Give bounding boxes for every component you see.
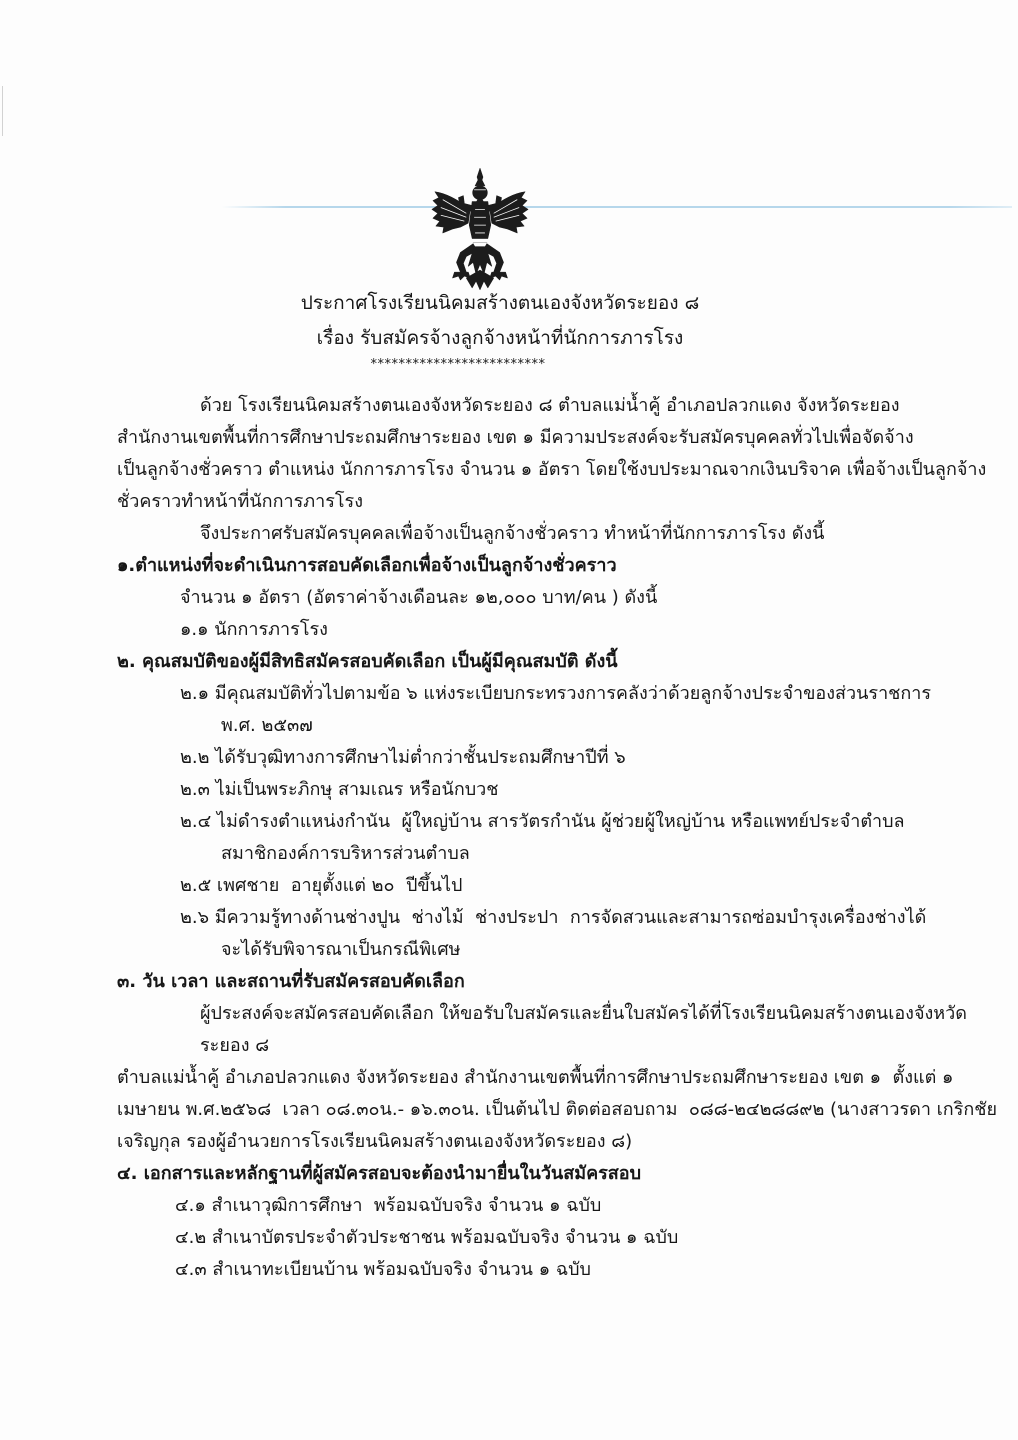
asterisk-separator: ************************* — [370, 357, 546, 372]
qualification-item: ๒.๒ ได้รับวุฒิทางการศึกษาไม่ต่ำกว่าชั้นประถมศึกษาปีที่ ๖ — [180, 747, 626, 768]
section-1-heading: ๑.ตำแหน่งที่จะดำเนินการสอบคัดเลือกเพื่อจ้างเป็นลูกจ้างชั่วคราว — [117, 555, 617, 576]
qualification-item: ๒.๖ มีความรู้ทางด้านช่างปูน ช่างไม้ ช่างประปา การจัดสวนและสามารถซ่อมบำรุงเครื่องช่างได้ — [180, 907, 927, 928]
qualification-item-continued: จะได้รับพิจารณาเป็นกรณีพิเศษ — [221, 939, 461, 960]
qualification-item: ๒.๕ เพศชาย อายุตั้งแต่ ๒๐ ปีขึ้นไป — [180, 875, 463, 896]
document-item: ๔.๓ สำเนาทะเบียนบ้าน พร้อมฉบับจริง จำนวน ๑ ฉบับ — [175, 1259, 591, 1280]
qualification-item-continued: พ.ศ. ๒๕๓๗ — [221, 715, 313, 736]
document-item: ๔.๑ สำเนาวุฒิการศึกษา พร้อมฉบับจริง จำนวน ๑ ฉบับ — [175, 1195, 602, 1216]
position-count: จำนวน ๑ อัตรา (อัตราค่าจ้างเดือนละ ๑๒,๐๐๐ บาท/คน ) ดังนี้ — [180, 587, 658, 608]
announcement-header — [118, 286, 882, 374]
announcement-subject: เรื่อง รับสมัครจ้างลูกจ้างหน้าที่นักการภารโรง — [316, 327, 684, 349]
position-item: ๑.๑ นักการภารโรง — [180, 619, 328, 640]
application-info-line: ตำบลแม่น้ำคู้ อำเภอปลวกแดง จังหวัดระยอง สำนักงานเขตพื้นที่การศึกษาประถมศึกษาระยอง เขต ๑ ตั้งแต่ ๑ — [117, 1067, 954, 1088]
application-info-line: เจริญกุล รองผู้อำนวยการโรงเรียนนิคมสร้างตนเองจังหวัดระยอง ๘) — [117, 1131, 633, 1152]
qualification-item: ๒.๔ ไม่ดำรงตำแหน่งกำนัน ผู้ใหญ่บ้าน สารวัตรกำนัน ผู้ช่วยผู้ใหญ่บ้าน หรือแพทย์ประจำตำบล — [180, 811, 905, 832]
announcement-body — [117, 390, 1000, 1286]
section-3-heading: ๓. วัน เวลา และสถานที่รับสมัครสอบคัดเลือก — [117, 971, 465, 992]
intro-line: สำนักงานเขตพื้นที่การศึกษาประถมศึกษาระยอง เขต ๑ มีความประสงค์จะรับสมัครบุคคลทั่วไปเพื่อจัดจ้าง — [117, 427, 914, 448]
intro-line: เป็นลูกจ้างชั่วคราว ตำแหน่ง นักการภารโรง จำนวน ๑ อัตรา โดยใช้งบประมาณจากเงินบริจาค เพื่อจ้างเป็นลูกจ้าง — [117, 459, 987, 480]
application-info-line: เมษายน พ.ศ.๒๕๖๘ เวลา ๐๘.๓๐น.- ๑๖.๓๐น. เป็นต้นไป ติดต่อสอบถาม ๐๘๘-๒๔๒๘๘๙๒ (นางสาวรดา เกริกชัย — [117, 1099, 998, 1120]
announcement-statement: จึงประกาศรับสมัครบุคคลเพื่อจ้างเป็นลูกจ้างชั่วคราว ทำหน้าที่นักการภารโรง ดังนี้ — [200, 523, 825, 544]
garuda-emblem-icon — [431, 168, 529, 291]
scan-edge-mark — [2, 86, 3, 136]
application-info-line: ผู้ประสงค์จะสมัครสอบคัดเลือก ให้ขอรับใบสมัครและยื่นใบสมัครได้ที่โรงเรียนนิคมสร้างตนเองจังหวัดระยอง ๘ — [200, 1003, 967, 1056]
intro-line: ชั่วคราวทำหน้าที่นักการภารโรง — [117, 491, 364, 512]
document-item: ๔.๒ สำเนาบัตรประจำตัวประชาชน พร้อมฉบับจริง จำนวน ๑ ฉบับ — [175, 1227, 679, 1248]
qualification-item: ๒.๓ ไม่เป็นพระภิกษุ สามเณร หรือนักบวช — [180, 779, 499, 800]
announcement-title: ประกาศโรงเรียนนิคมสร้างตนเองจังหวัดระยอง ๘ — [300, 292, 700, 314]
section-2-heading: ๒. คุณสมบัติของผู้มีสิทธิสมัครสอบคัดเลือก เป็นผู้มีคุณสมบัติ ดังนี้ — [117, 651, 618, 672]
qualification-item: ๒.๑ มีคุณสมบัติทั่วไปตามข้อ ๖ แห่งระเบียบกระทรวงการคลังว่าด้วยลูกจ้างประจำของส่วนราชการ — [180, 683, 932, 704]
intro-line: ด้วย โรงเรียนนิคมสร้างตนเองจังหวัดระยอง ๘ ตำบลแม่น้ำคู้ อำเภอปลวกแดง จังหวัดระยอง — [200, 395, 900, 416]
qualification-item-continued: สมาชิกองค์การบริหารส่วนตำบล — [221, 843, 470, 864]
section-4-heading: ๔. เอกสารและหลักฐานที่ผู้สมัครสอบจะต้องนำมายื่นในวันสมัครสอบ — [117, 1163, 642, 1184]
header-rule — [222, 206, 1012, 208]
